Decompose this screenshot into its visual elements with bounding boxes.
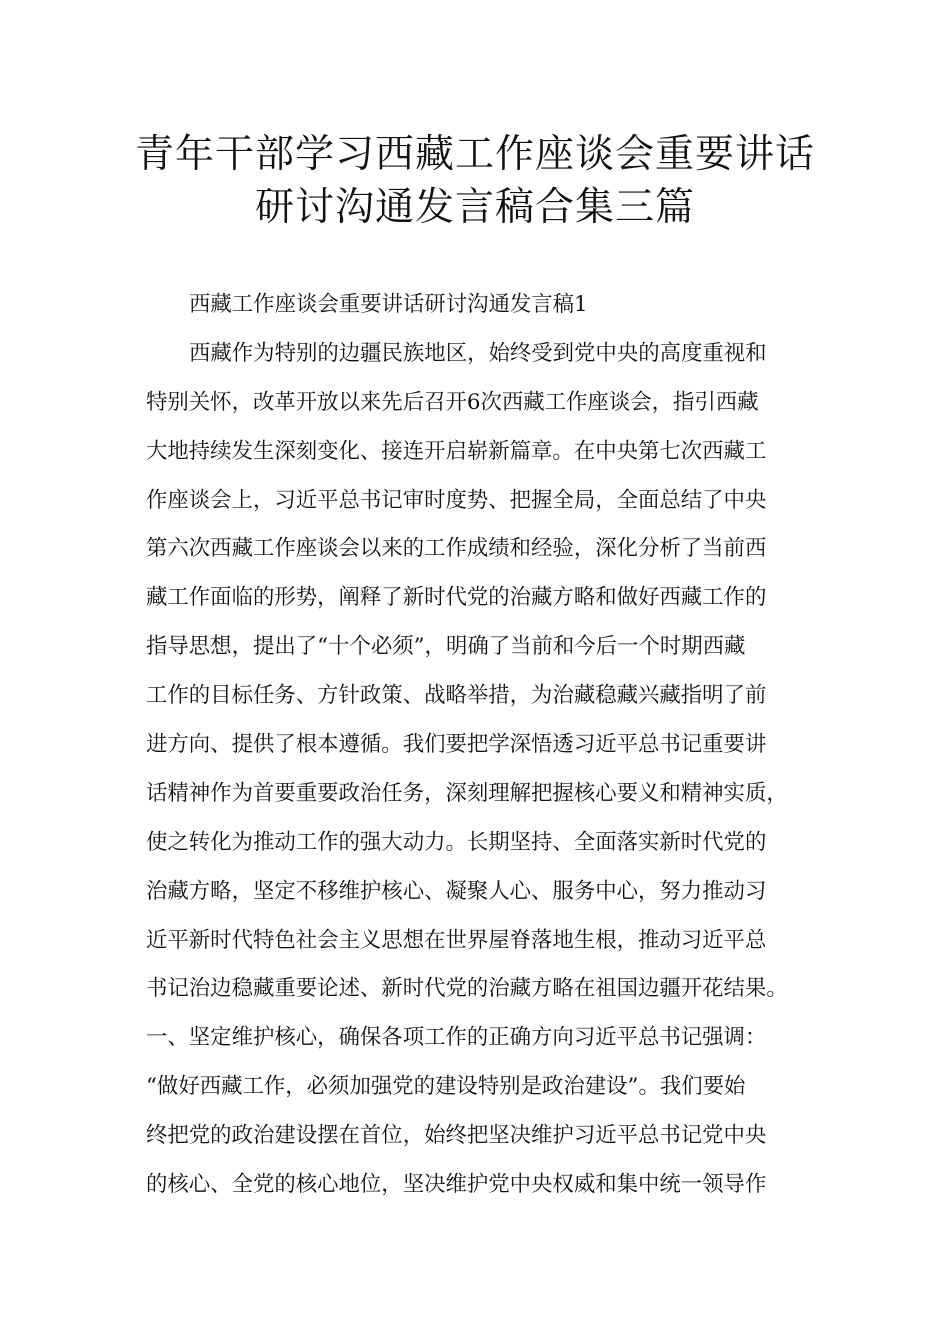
paragraph-line: 进方向、提供了根本遵循。我们要把学深悟透习近平总书记重要讲	[146, 732, 767, 758]
paragraph-line: 大地持续发生深刻变化、接连开启崭新篇章。在中央第七次西藏工	[146, 438, 767, 464]
paragraph-line: 终把党的政治建设摆在首位，始终把坚决维护习近平总书记党中央	[146, 1123, 767, 1149]
paragraph-line: 作座谈会上，习近平总书记审时度势、把握全局，全面总结了中央	[146, 487, 767, 513]
paragraph-line: 藏工作面临的形势，阐释了新时代党的治藏方略和做好西藏工作的	[146, 585, 767, 611]
paragraph-line: “做好西藏工作，必须加强党的建设特别是政治建设”。我们要始	[146, 1074, 746, 1100]
paragraph-line: 西藏作为特别的边疆民族地区，始终受到党中央的高度重视和	[189, 340, 767, 366]
title-line-2: 研讨沟通发言稿合集三篇	[254, 185, 695, 230]
paragraph-line: 近平新时代特色社会主义思想在世界屋脊落地生根，推动习近平总	[146, 927, 767, 953]
paragraph-line: 书记治边稳藏重要论述、新时代党的治藏方略在祖国边疆开花结果。	[146, 976, 788, 1002]
paragraph-line: 的核心、全党的核心地位，坚决维护党中央权威和集中统一领导作	[146, 1172, 767, 1198]
paragraph-line: 使之转化为推动工作的强大动力。长期坚持、全面落实新时代党的	[146, 829, 767, 855]
paragraph-line: 指导思想，提出了“十个必须”，明确了当前和今后一个时期西藏	[146, 634, 746, 660]
document-title	[0, 128, 950, 234]
paragraph-line: 一、坚定维护核心，确保各项工作的正确方向习近平总书记强调：	[146, 1025, 767, 1051]
paragraph-line: 特别关怀，改革开放以来先后召开6次西藏工作座谈会，指引西藏	[146, 389, 759, 415]
paragraph-line: 话精神作为首要重要政治任务，深刻理解把握核心要义和精神实质，	[146, 780, 788, 806]
section-heading: 西藏工作座谈会重要讲话研讨沟通发言稿1	[189, 292, 588, 317]
paragraph-line: 工作的目标任务、方针政策、战略举措，为治藏稳藏兴藏指明了前	[146, 683, 767, 709]
title-line-1: 青年干部学习西藏工作座谈会重要讲话	[134, 132, 815, 177]
document-body	[146, 281, 808, 1210]
paragraph-line: 治藏方略，坚定不移维护核心、凝聚人心、服务中心，努力推动习	[146, 878, 767, 904]
paragraph-line: 第六次西藏工作座谈会以来的工作成绩和经验，深化分析了当前西	[146, 536, 767, 562]
